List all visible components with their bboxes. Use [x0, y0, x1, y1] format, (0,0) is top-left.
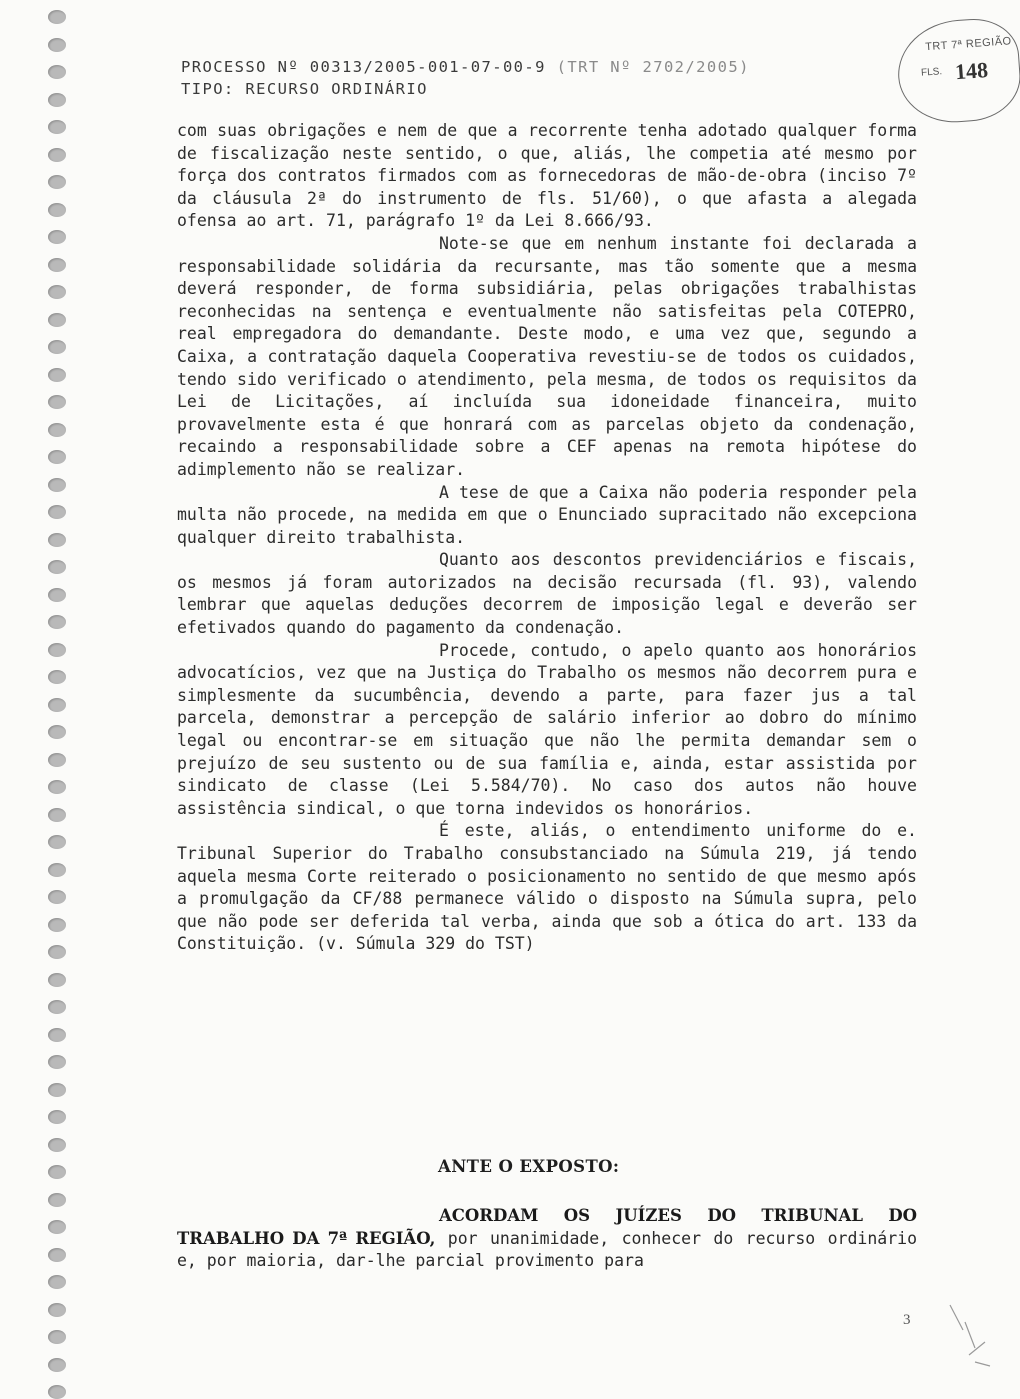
- binding-hole: [48, 175, 66, 189]
- binding-hole: [48, 1330, 66, 1344]
- stamp-page-number: 148: [954, 57, 989, 85]
- trt-number: (TRT Nº 2702/2005): [545, 58, 750, 76]
- spiral-binding-holes: [0, 0, 70, 1395]
- handwritten-mark: [945, 1300, 995, 1370]
- binding-hole: [48, 560, 66, 574]
- binding-hole: [48, 1358, 66, 1372]
- binding-hole: [48, 450, 66, 464]
- binding-hole: [48, 10, 66, 24]
- document-body: [177, 120, 917, 956]
- binding-hole: [48, 38, 66, 52]
- binding-hole: [48, 918, 66, 932]
- binding-hole: [48, 1165, 66, 1179]
- binding-hole: [48, 65, 66, 79]
- binding-hole: [48, 890, 66, 904]
- binding-hole: [48, 1248, 66, 1262]
- binding-hole: [48, 340, 66, 354]
- paragraph: Procede, contudo, o apelo quanto aos honorários advocatícios, vez que na Justiça do Trabalho os mesmos não decorrem pura e simplesmente da sucumbência, devendo a parte, para fazer jus a tal parcela, demonstrar a percepção de salário inferior ao dobro do mínimo legal ou encontrar-se em situação que não lhe permita demandar sem o prejuízo de seu sustento ou de sua família e, ainda, estar assistida por sindicato de classe (Lei 5.584/70). No caso dos autos não houve assistência sindical, o que torna indevidos os honorários.: [177, 640, 917, 818]
- binding-hole: [48, 1193, 66, 1207]
- case-header: [181, 56, 750, 100]
- binding-hole: [48, 780, 66, 794]
- acordam-text: por unanimidade, conhecer do recurso ordinário e, por maioria, dar-lhe parcial provimento para: [177, 1228, 918, 1271]
- binding-hole: [48, 203, 66, 217]
- binding-hole: [48, 533, 66, 547]
- binding-hole: [48, 93, 66, 107]
- binding-hole: [48, 670, 66, 684]
- binding-hole: [48, 258, 66, 272]
- binding-hole: [48, 285, 66, 299]
- paragraph: A tese de que a Caixa não poderia responder pela multa não procede, na medida em que o Enunciado supracitado não excepciona qualquer direito trabalhista.: [177, 482, 917, 547]
- binding-hole: [48, 808, 66, 822]
- binding-hole: [48, 1110, 66, 1124]
- binding-hole: [48, 1275, 66, 1289]
- binding-hole: [48, 863, 66, 877]
- stamp-region: TRT 7ª REGIÃO: [924, 35, 1013, 54]
- binding-hole: [48, 725, 66, 739]
- case-number: PROCESSO Nº 00313/2005-001-07-00-9: [181, 58, 546, 76]
- stamp-fls: FLS.: [920, 66, 943, 79]
- binding-hole: [48, 120, 66, 134]
- paragraph: É este, aliás, o entendimento uniforme do e. Tribunal Superior do Trabalho consubstanciado na Súmula 219, já tendo aquela mesma Corte reiterado o posicionamento no sentido de que mesmo após a promulgação da CF/88 permanece válido o disposto na Súmula supra, pelo que não pode ser deferida tal verba, ainda que sob a ótica do art. 133 da Constituição. (v. Súmula 329 do TST): [177, 821, 917, 954]
- paragraph: com suas obrigações e nem de que a recorrente tenha adotado qualquer forma de fiscalização neste sentido, o que, aliás, lhe competia até mesmo por força dos contratos firmados com as fornecedoras de mão-de-obra (inciso 7º da cláusula 2ª do instrumento de fls. 51/60), o que afasta a alegada ofensa ao art. 71, parágrafo 1º da Lei 8.666/93.: [177, 121, 917, 231]
- binding-hole: [48, 1028, 66, 1042]
- binding-hole: [48, 1138, 66, 1152]
- acordam-paragraph: [177, 1205, 917, 1273]
- binding-hole: [48, 835, 66, 849]
- binding-hole: [48, 313, 66, 327]
- paragraph: Note-se que em nenhum instante foi declarada a responsabilidade solidária da recursante, mas tão somente que a mesma deverá responder, de forma subsidiária, pelas obrigações trabalhistas reconhecidas na sentença e eventualmente não satisfeitas pela COTEPRO, real empregadora do demandante. Deste modo, e uma vez que, segundo a Caixa, a contratação daquela Cooperativa revestiu-se de todos os cuidados, tendo sido verificado o atendimento, pela mesma, de todos os requisitos da Lei de Licitações, aí incluída sua idoneidade financeira, muito provavelmente esta é que honrará com as parcelas objeto da condenação, recaindo a responsabilidade sobre a CEF apenas na remota hipótese do adimplemento não se realizar.: [177, 233, 917, 479]
- section-heading: ANTE O EXPOSTO:: [438, 1157, 620, 1176]
- page-number: 3: [903, 1312, 911, 1328]
- binding-hole: [48, 505, 66, 519]
- binding-hole: [48, 1385, 66, 1399]
- binding-hole: [48, 1000, 66, 1014]
- binding-hole: [48, 368, 66, 382]
- binding-hole: [48, 395, 66, 409]
- binding-hole: [48, 698, 66, 712]
- binding-hole: [48, 973, 66, 987]
- binding-hole: [48, 615, 66, 629]
- binding-hole: [48, 753, 66, 767]
- binding-hole: [48, 478, 66, 492]
- binding-hole: [48, 643, 66, 657]
- binding-hole: [48, 1303, 66, 1317]
- binding-hole: [48, 588, 66, 602]
- acordam-bold-text: ACORDAM OS JUÍZES DO TRIBUNAL DO TRABALHO DA 7ª REGIÃO,: [177, 1206, 917, 1248]
- binding-hole: [48, 1055, 66, 1069]
- binding-hole: [48, 423, 66, 437]
- binding-hole: [48, 230, 66, 244]
- court-stamp: [895, 16, 1020, 126]
- binding-hole: [48, 945, 66, 959]
- binding-hole: [48, 148, 66, 162]
- binding-hole: [48, 1083, 66, 1097]
- paragraph: Quanto aos descontos previdenciários e fiscais, os mesmos já foram autorizados na decisão recursada (fl. 93), valendo lembrar que aquelas deduções decorrem de imposição legal e deverão ser efetivados quando do pagamento da condenação.: [177, 550, 917, 638]
- binding-hole: [48, 1220, 66, 1234]
- case-type: TIPO: RECURSO ORDINÁRIO: [181, 80, 428, 98]
